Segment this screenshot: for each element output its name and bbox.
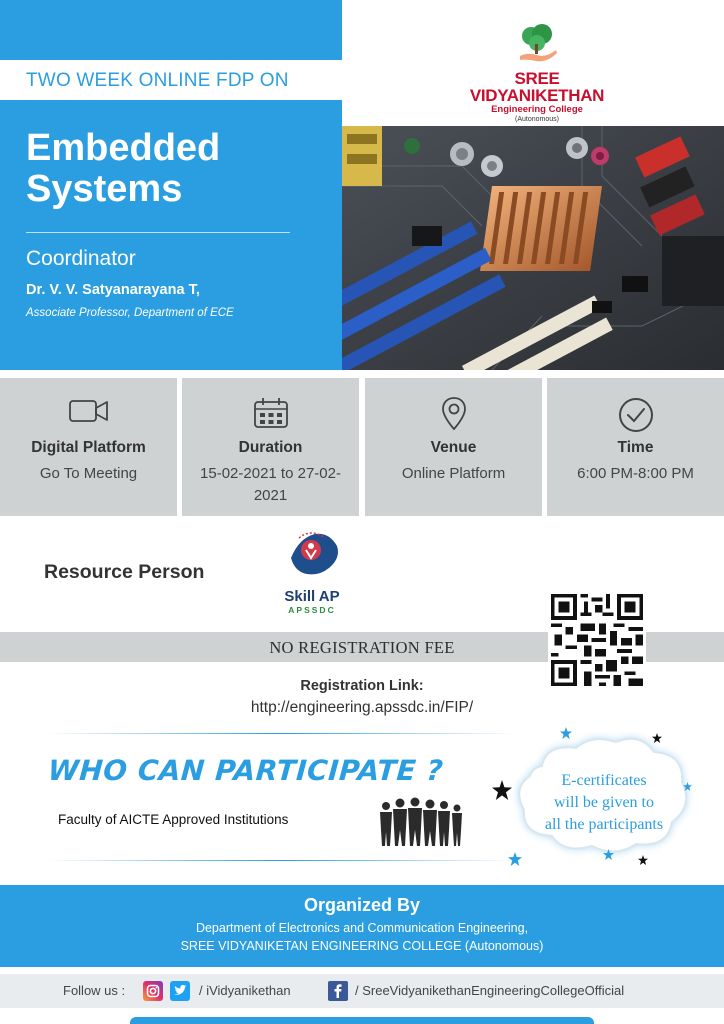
registration-link[interactable]: http://engineering.apssdc.in/FIP/ [250,699,474,716]
title-line-2: Systems [26,168,183,210]
skill-ap-logo [270,528,354,616]
college-logo [462,22,612,123]
info-box-platform [0,378,177,516]
coordinator-label: Coordinator [26,247,136,270]
organizer-heading: Organized By [303,895,421,915]
info-label: Duration [238,439,303,456]
star-icon [560,727,572,739]
star-icon [652,733,662,743]
fdp-label: TWO WEEK ONLINE FDP ON [0,60,342,100]
coordinator-role: Associate Professor, Department of ECE [26,307,234,319]
certificate-message [516,770,692,836]
bottom-accent-bar [130,1017,594,1024]
twitter-instagram-handle[interactable]: / iVidyanikethan [199,983,291,998]
info-box-venue [365,378,542,516]
clock-icon [617,396,655,439]
video-camera-icon [68,396,110,431]
info-value: 6:00 PM-8:00 PM [577,465,694,482]
section-divider-top [46,733,516,734]
title-line-1: Embedded [26,127,221,169]
star-icon [508,852,522,866]
organizer-department: Department of Electronics and Communication Engineering, [195,921,529,935]
organizer-block [0,885,724,967]
certificate-line-1: E-certificates [561,772,647,789]
certificate-line-2: will be given to [554,794,654,811]
skill-ap-map-icon [279,528,345,584]
page-title [26,128,326,210]
who-can-participate-heading: WHO CAN PARTICIPATE ? [46,754,445,787]
registration-qr-code[interactable] [548,592,646,688]
facebook-icon[interactable] [328,981,348,1001]
event-info-row [0,378,724,516]
college-subtitle: Engineering College [491,104,583,115]
title-divider [26,232,290,233]
info-value: 15-02-2021 to 27-02-2021 [200,465,341,504]
section-divider-bottom [46,860,516,861]
info-label: Digital Platform [31,439,146,456]
tree-hand-icon [514,22,560,68]
follow-label: Follow us : [63,983,126,998]
motherboard-illustration [342,126,724,370]
info-box-time [547,378,724,516]
star-icon [638,855,648,865]
coordinator-name: Dr. V. V. Satyanarayana T, [26,282,200,298]
facebook-handle[interactable]: / SreeVidyanikethanEngineeringCollegeOfficial [355,983,625,998]
star-icon [492,780,512,800]
resource-person-label: Resource Person [44,561,205,583]
organizer-college: SREE VIDYANIKETAN ENGINEERING COLLEGE (Autonomous) [180,939,544,953]
info-value: Go To Meeting [39,465,138,482]
instagram-icon[interactable] [143,981,163,1001]
social-follow-row [0,974,724,1008]
no-fee-banner: NO REGISTRATION FEE [0,632,724,662]
info-value: Online Platform [401,465,506,482]
certificate-line-3: all the participants [544,816,664,833]
star-icon [683,782,692,791]
skill-ap-name: Skill AP [284,588,340,605]
info-label: Venue [430,439,477,456]
info-box-duration [182,378,359,516]
registration-link-label: Registration Link: [300,678,424,694]
eligibility-text: Faculty of AICTE Approved Institutions [58,812,289,827]
twitter-icon[interactable] [170,981,190,1001]
star-icon [603,849,614,860]
skill-ap-subtitle: APSSDC [288,605,336,615]
college-name: SREE VIDYANIKETHAN [469,69,605,105]
people-silhouette-icon [376,796,464,853]
college-status: (Autonomous) [515,116,559,123]
location-pin-icon [440,396,468,437]
info-label: Time [617,439,654,456]
calendar-icon [252,396,290,435]
motherboard-photo [342,126,724,370]
